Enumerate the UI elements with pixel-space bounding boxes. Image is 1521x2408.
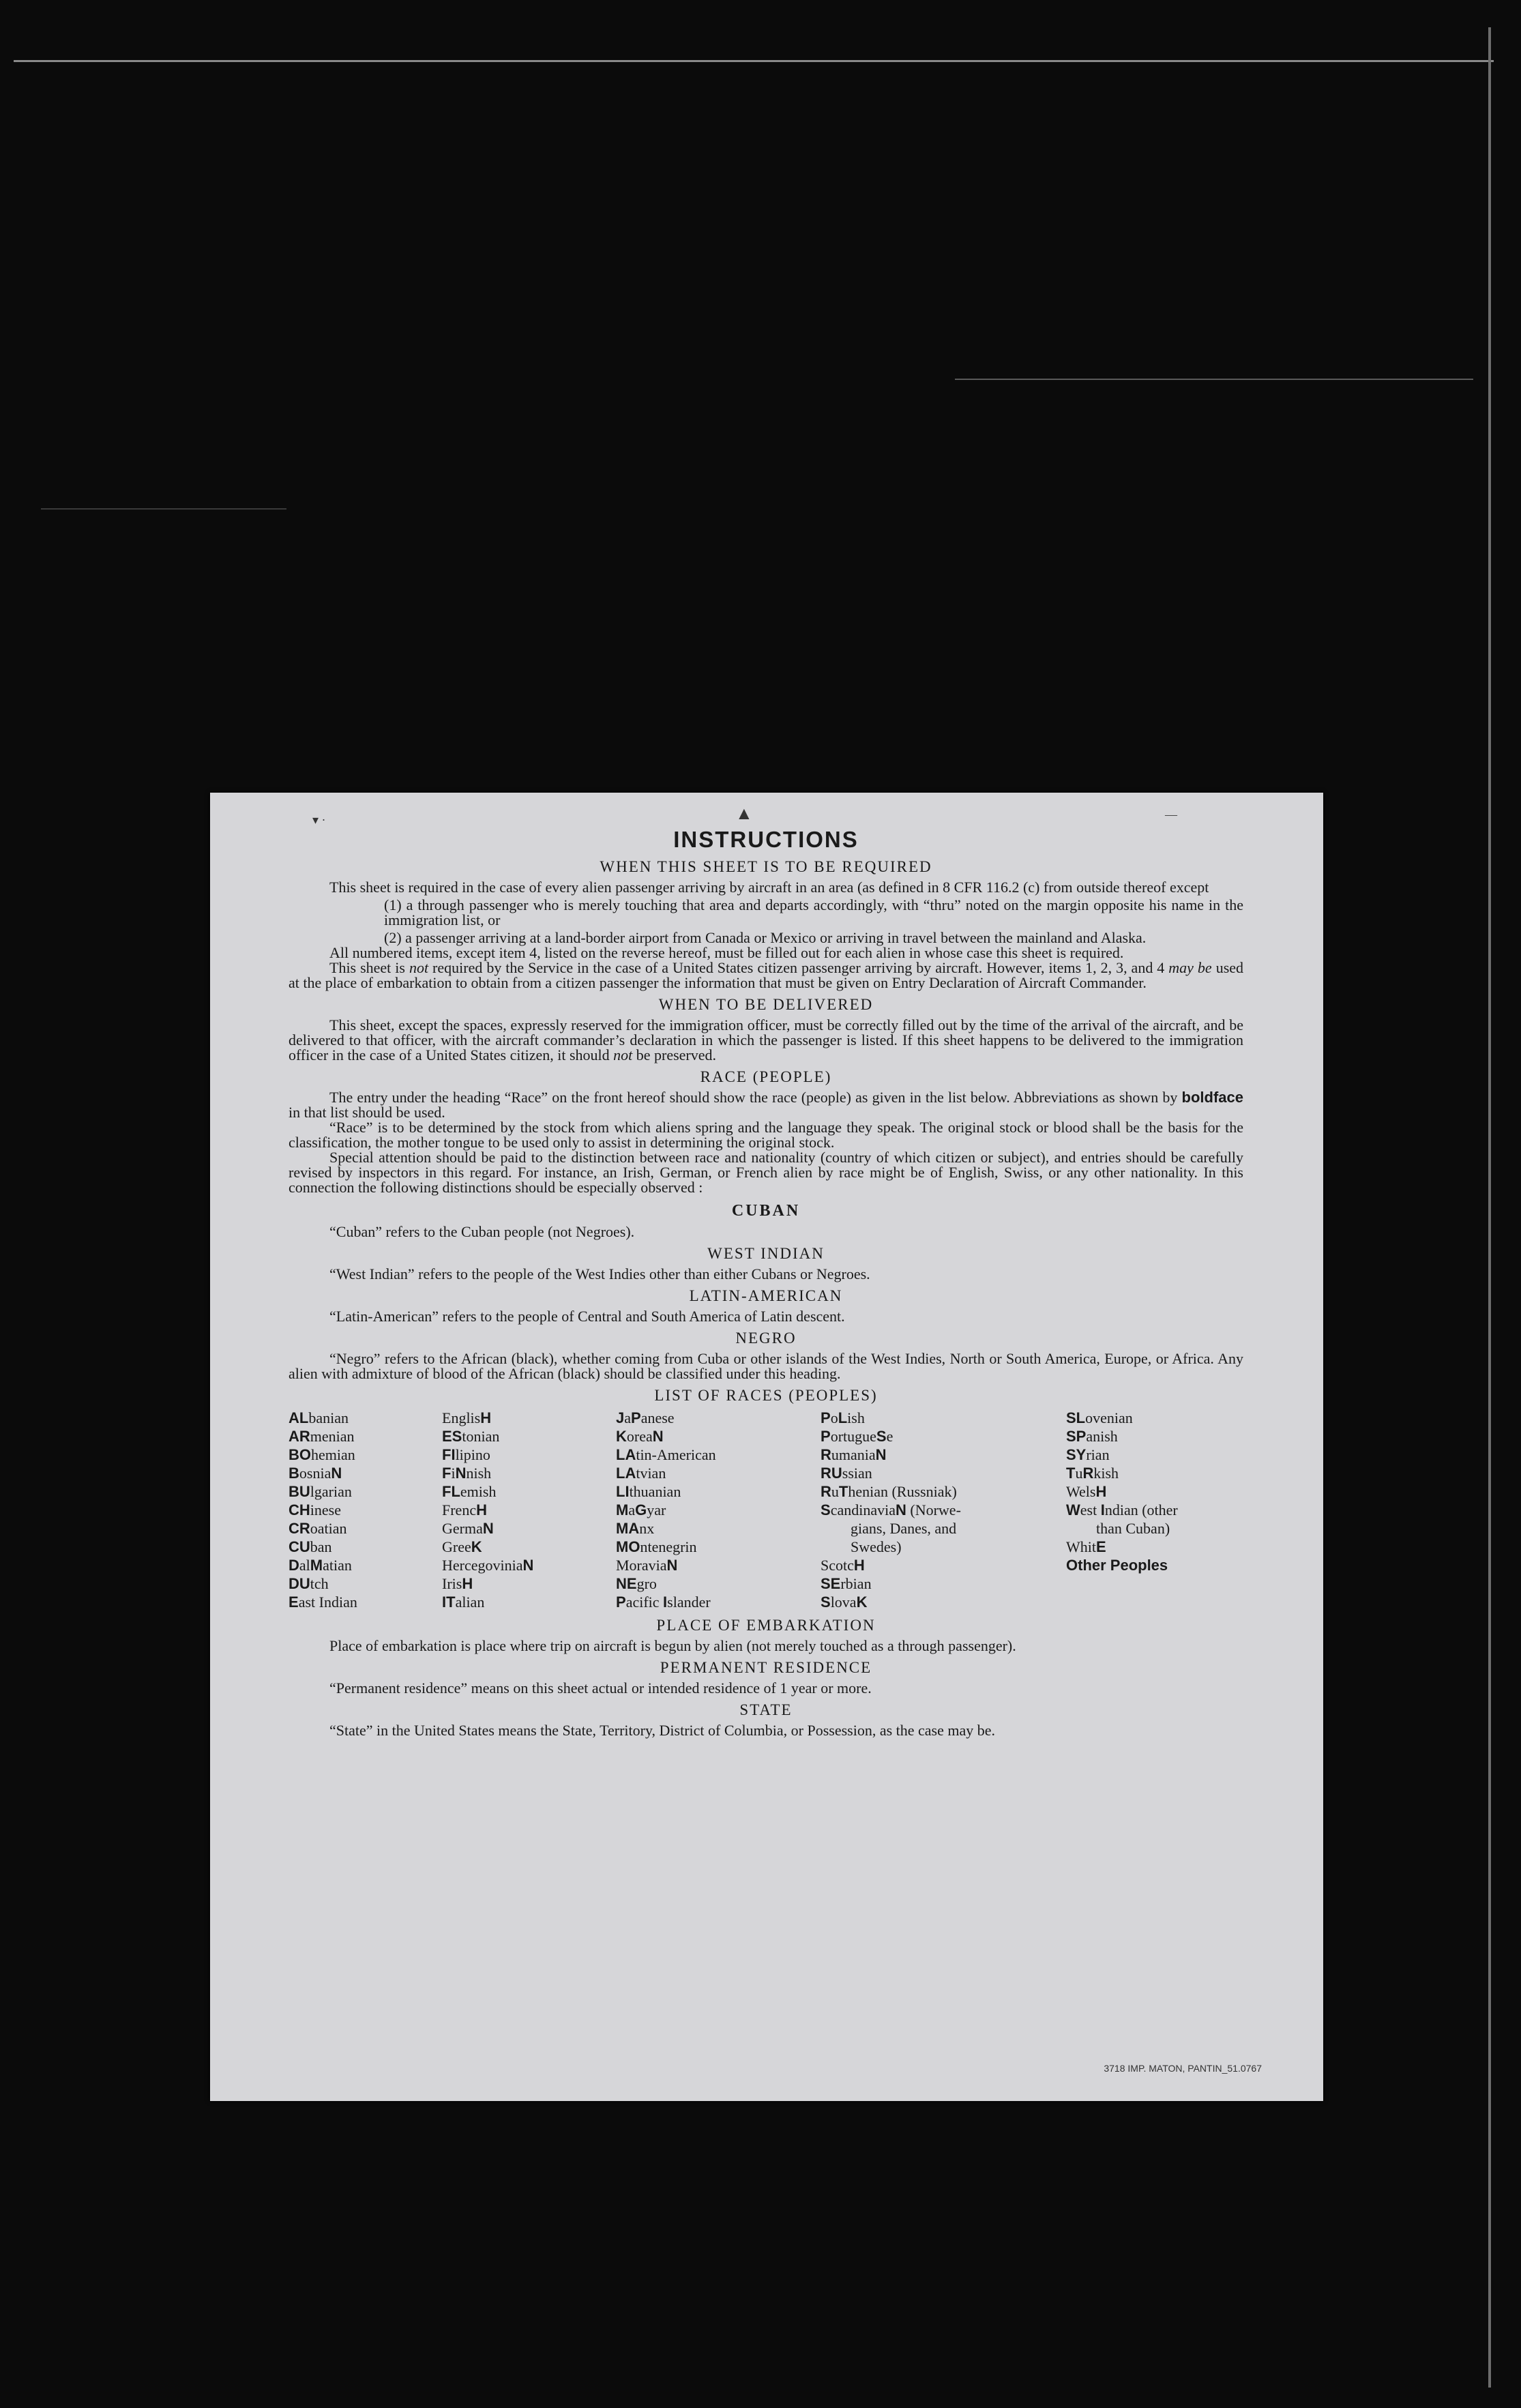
section-heading: PERMANENT RESIDENCE <box>660 1659 872 1676</box>
race-entry: EStonian <box>442 1428 500 1445</box>
race-entry: PoLish <box>821 1409 865 1426</box>
race-column <box>442 1409 616 1611</box>
race-entry: MOntenegrin <box>616 1538 697 1555</box>
race-entry: MoraviaN <box>616 1557 678 1574</box>
race-entry: IrisH <box>442 1575 473 1592</box>
race-column <box>616 1409 821 1611</box>
race-entry: than Cuban) <box>1096 1520 1170 1537</box>
race-column <box>1066 1409 1230 1611</box>
section-heading: CUBAN <box>731 1202 801 1220</box>
race-entry: East Indian <box>289 1594 357 1611</box>
section-heading: WHEN THIS SHEET IS TO BE REQUIRED <box>600 858 932 875</box>
list-item: (1) a through passenger who is merely touching that area and departs accordingly, with “thru” noted on the margin opposite his name in the immigration list, or <box>384 896 1243 928</box>
race-entry: SLovenian <box>1066 1409 1133 1426</box>
race-entry: SlovaK <box>821 1594 868 1611</box>
page-title: INSTRUCTIONS <box>673 827 859 852</box>
race-entry: EnglisH <box>442 1409 492 1426</box>
paragraph: Place of embarkation is place where trip on aircraft is begun by alien (not merely touched as a through passenger). <box>329 1637 1016 1654</box>
race-entry: DUtch <box>289 1575 329 1592</box>
race-entry: GermaN <box>442 1520 494 1537</box>
paragraph: “Race” is to be determined by the stock from which aliens spring and the language they speak. The original stock or blood shall be the basis for the classification, the mother tongue to be used only to assist in determining the original stock. <box>289 1119 1243 1151</box>
race-entry: CHinese <box>289 1501 341 1518</box>
section-heading: NEGRO <box>735 1330 797 1347</box>
race-entry: FrencH <box>442 1501 487 1518</box>
race-entry: HercegoviniaN <box>442 1557 534 1574</box>
paragraph: “Latin-American” refers to the people of Central and South America of Latin descent. <box>329 1308 845 1325</box>
race-entry: JaPanese <box>616 1409 675 1426</box>
paragraph: “Permanent residence” means on this sheet actual or intended residence of 1 year or more. <box>329 1679 872 1697</box>
race-entry: ITalian <box>442 1594 485 1611</box>
race-entry: Pacific Islander <box>616 1594 711 1611</box>
ink-mark: — <box>1165 808 1177 821</box>
race-entry: NEgro <box>616 1575 657 1592</box>
scan-border-right <box>1488 27 1491 2388</box>
race-entry: DalMatian <box>289 1557 352 1574</box>
race-entry: FLemish <box>442 1483 497 1500</box>
paragraph: The entry under the heading “Race” on the front hereof should show the race (people) as given in the list below. Abbreviations as shown by boldface in that list should be used. <box>289 1089 1244 1121</box>
scan-artifact <box>41 508 286 510</box>
race-entry: SPanish <box>1066 1428 1118 1445</box>
scan-border-top <box>14 60 1494 62</box>
race-entry: ALbanian <box>289 1409 349 1426</box>
race-entry: BUlgarian <box>289 1483 352 1500</box>
section-heading: WEST INDIAN <box>707 1245 825 1262</box>
race-entry: LAtin-American <box>616 1446 716 1463</box>
race-entry: CRoatian <box>289 1520 347 1537</box>
race-entry: Other Peoples <box>1066 1557 1168 1574</box>
race-entry: BOhemian <box>289 1446 355 1463</box>
race-entry: gians, Danes, and <box>851 1520 957 1537</box>
race-entry: LAtvian <box>616 1465 666 1482</box>
section-heading: PLACE OF EMBARKATION <box>656 1617 876 1634</box>
race-column <box>289 1409 442 1611</box>
race-entry: RumaniaN <box>821 1446 887 1463</box>
race-entry: ScotcH <box>821 1557 865 1574</box>
section-heading: LATIN-AMERICAN <box>689 1287 843 1304</box>
section-heading: LIST OF RACES (PEOPLES) <box>654 1387 878 1404</box>
paragraph: “West Indian” refers to the people of the West Indies other than either Cubans or Negroes. <box>329 1265 870 1282</box>
paragraph: This sheet, except the spaces, expressly reserved for the immigration officer, must be correctly filled out by the time of the arrival of the aircraft, and be delivered to that officer, with the aircraft commander’s declaration in which the passenger is listed. If this sheet happens to be delivered to the immigration officer in the case of a United States citizen, it should not be preserved. <box>289 1016 1243 1063</box>
printer-imprint: 3718 IMP. MATON, PANTIN_51.0767 <box>1104 2063 1262 2074</box>
section-heading: WHEN TO BE DELIVERED <box>658 996 874 1013</box>
race-list <box>289 1409 1243 1611</box>
race-column <box>821 1409 1066 1611</box>
race-entry: MAnx <box>616 1520 655 1537</box>
race-entry: ARmenian <box>289 1428 355 1445</box>
list-item: (2) a passenger arriving at a land-border airport from Canada or Mexico or arriving in travel between the mainland and Alaska. <box>384 929 1147 946</box>
race-entry: RUssian <box>821 1465 872 1482</box>
paragraph: This sheet is not required by the Service in the case of a United States citizen passenger arriving by aircraft. However, items 1, 2, 3, and 4 may be used at the place of embarkation to obtain from a citizen passenger the information that must be given on Entry Declaration of Aircraft Commander. <box>289 959 1244 991</box>
instructions-body <box>289 827 1243 1738</box>
race-entry: Swedes) <box>851 1538 902 1555</box>
race-entry: WelsH <box>1066 1483 1107 1500</box>
section-heading: STATE <box>739 1701 793 1718</box>
race-entry: FIlipino <box>442 1446 490 1463</box>
race-entry: ScandinaviaN (Norwe- <box>821 1501 961 1518</box>
race-entry: BosniaN <box>289 1465 342 1482</box>
paragraph: “State” in the United States means the State, Territory, District of Columbia, or Possession, as the case may be. <box>329 1722 996 1739</box>
race-entry: WhitE <box>1066 1538 1106 1555</box>
ink-mark: ▲ <box>735 804 753 823</box>
paragraph: “Negro” refers to the African (black), whether coming from Cuba or other islands of the West Indies, North or South America, Europe, or Africa. Any alien with admixture of blood of the African (black) should be classified under this heading. <box>289 1350 1243 1382</box>
paragraph: All numbered items, except item 4, listed on the reverse hereof, must be filled out for each alien in whose case this sheet is required. <box>329 944 1124 961</box>
race-entry: SYrian <box>1066 1446 1110 1463</box>
scan-artifact <box>955 379 1473 380</box>
race-entry: RuThenian (Russniak) <box>821 1483 957 1500</box>
race-entry: MaGyar <box>616 1501 666 1518</box>
race-entry: CUban <box>289 1538 332 1555</box>
race-entry: LIthuanian <box>616 1483 681 1500</box>
section-heading: RACE (PEOPLE) <box>700 1068 832 1085</box>
race-entry: PortugueSe <box>821 1428 894 1445</box>
race-entry: GreeK <box>442 1538 482 1555</box>
paragraph: This sheet is required in the case of every alien passenger arriving by aircraft in an area (as defined in 8 CFR 116.2 (c) from outside thereof except <box>329 879 1209 896</box>
paragraph: Special attention should be paid to the distinction between race and nationality (country of which citizen or subject), and entries should be carefully revised by inspectors in this regard. For instance, an Irish, German, or French alien by race might be of English, Swiss, or any other nationality. In this connection the following distinctions should be especially observed : <box>289 1149 1243 1196</box>
race-entry: FiNnish <box>442 1465 492 1482</box>
ink-mark: ▾ · <box>312 813 326 827</box>
race-entry: KoreaN <box>616 1428 664 1445</box>
race-entry: TuRkish <box>1066 1465 1119 1482</box>
paragraph: “Cuban” refers to the Cuban people (not Negroes). <box>329 1223 635 1240</box>
race-entry: SErbian <box>821 1575 872 1592</box>
document-page <box>210 793 1323 2101</box>
race-entry: West Indian (other <box>1066 1501 1178 1518</box>
